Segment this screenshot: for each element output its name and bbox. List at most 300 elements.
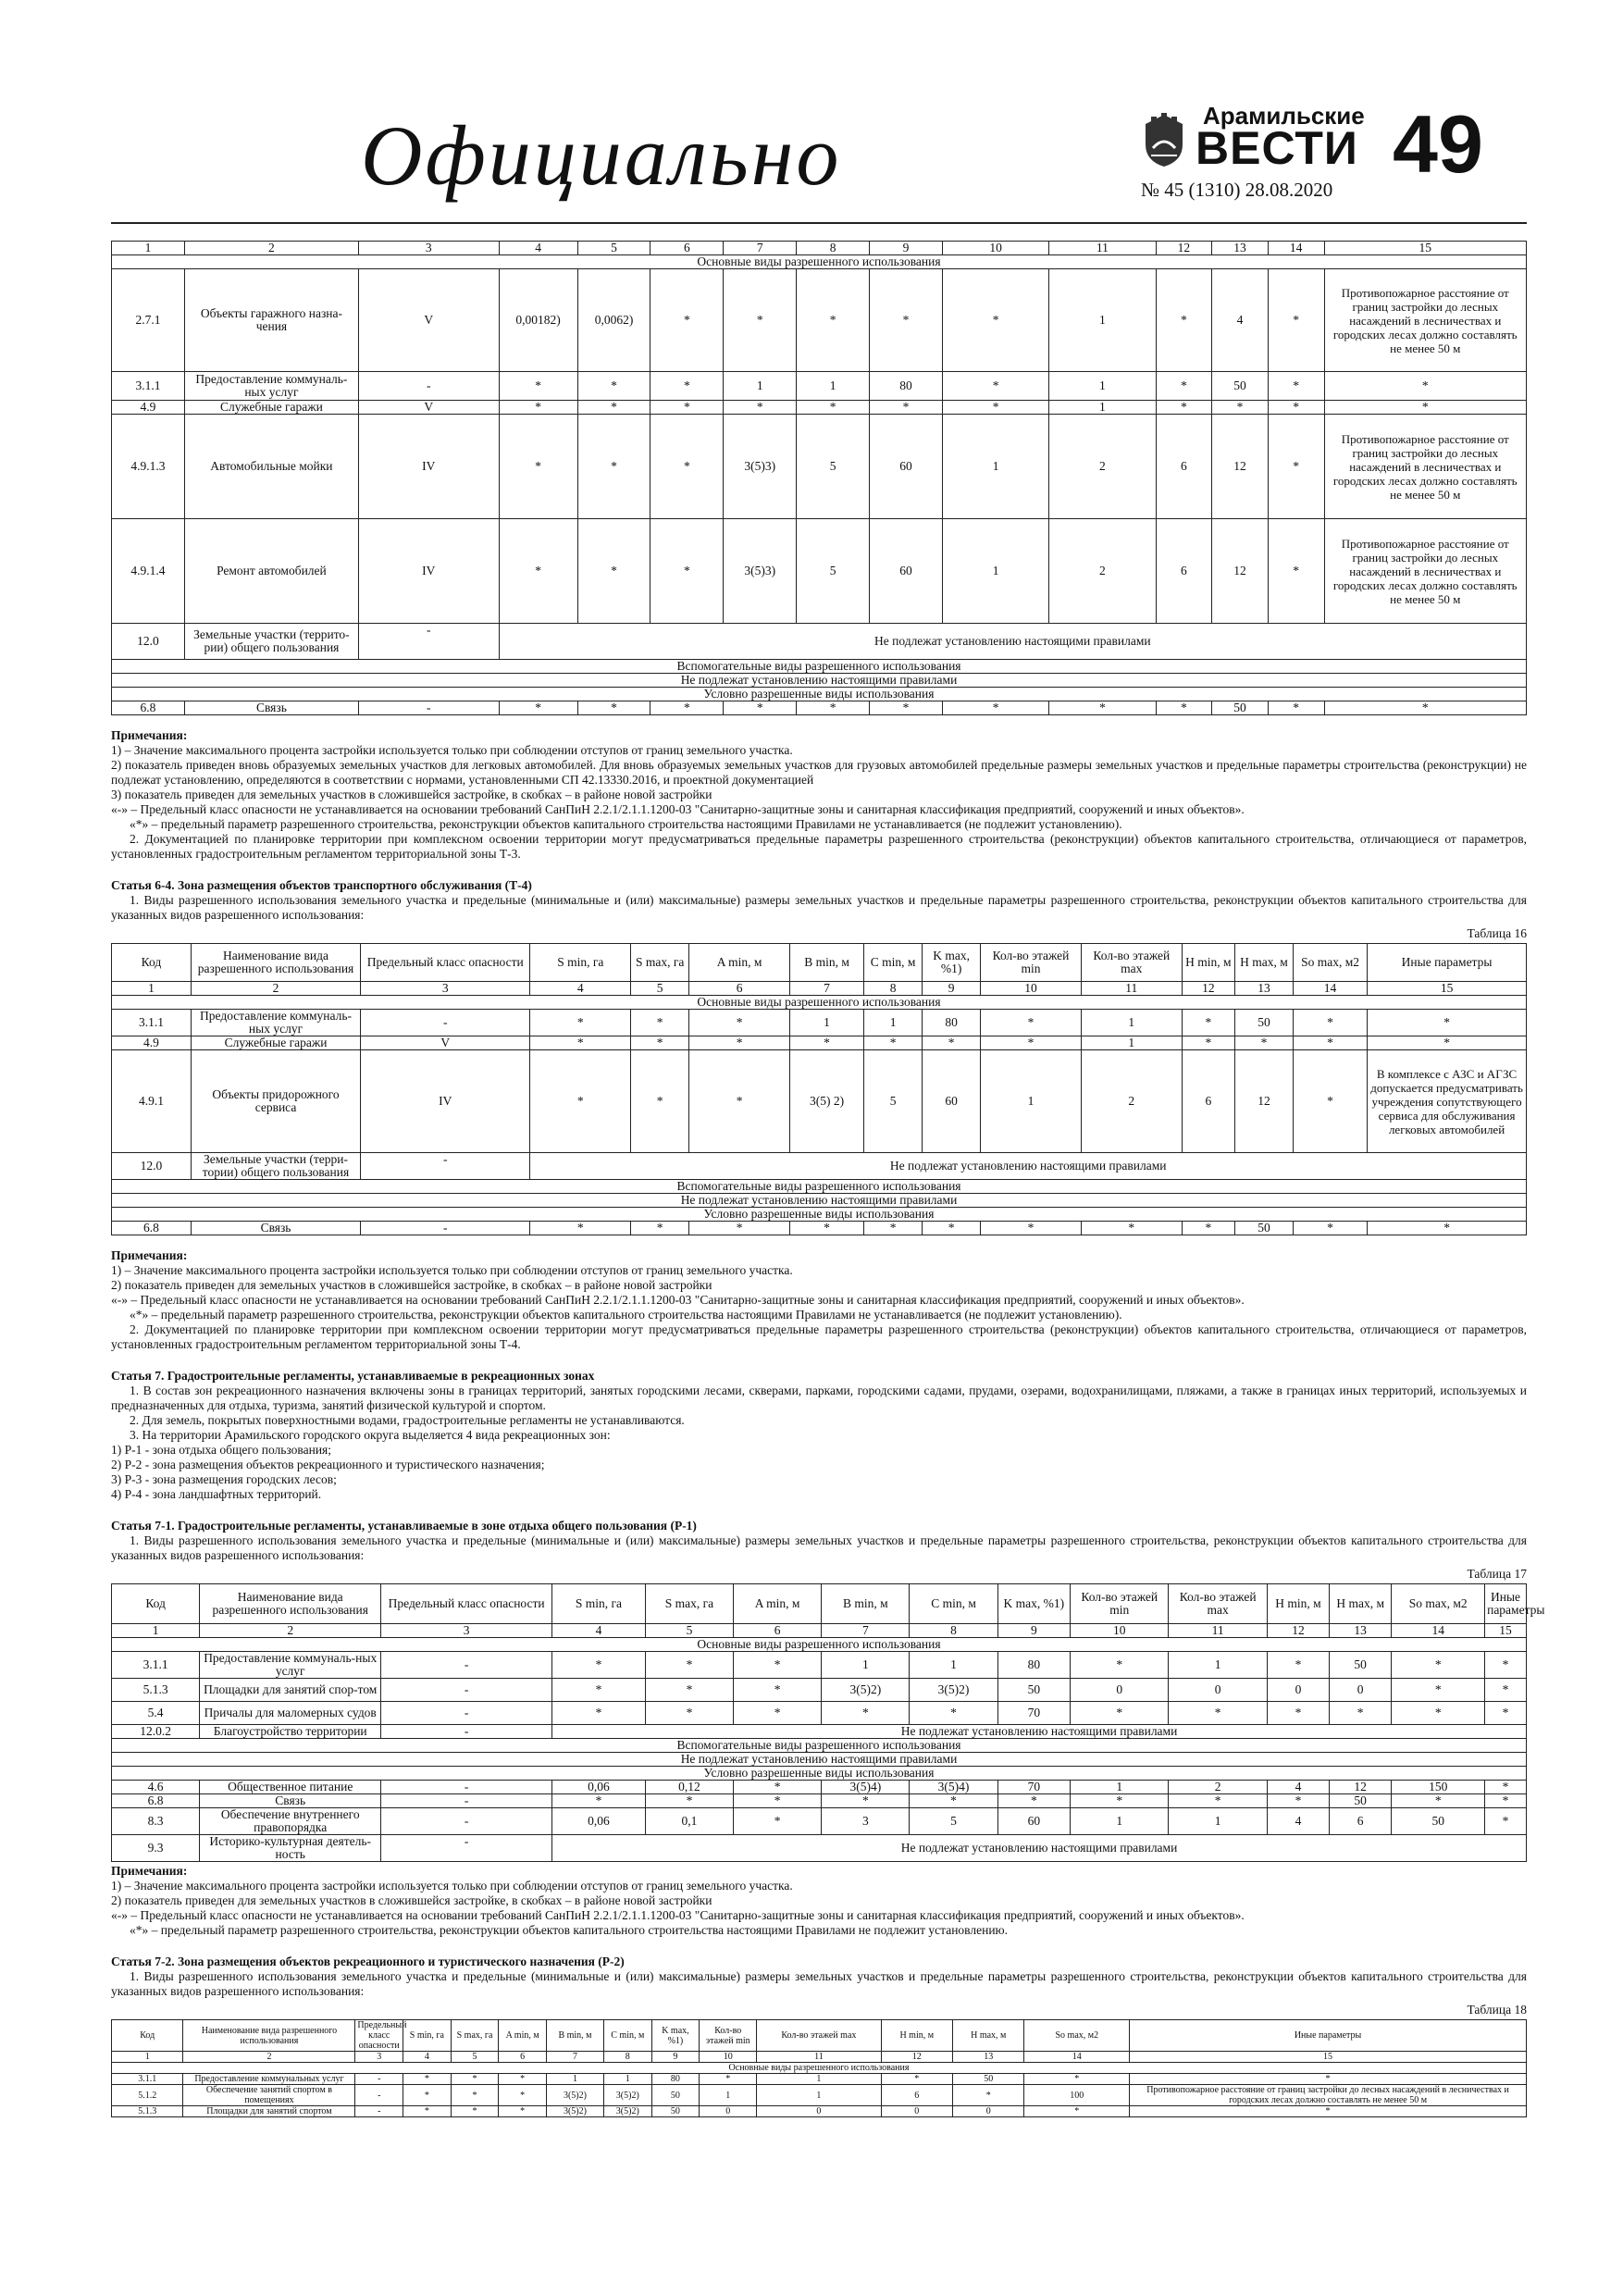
table-cell: 80 bbox=[651, 2074, 700, 2085]
section-row bbox=[112, 1739, 1527, 1753]
column-header: Наименование вида разрешенного использования bbox=[191, 944, 360, 982]
table-cell: * bbox=[631, 1222, 689, 1235]
table-cell: 1 bbox=[1071, 1781, 1169, 1794]
table-cell: * bbox=[822, 1794, 910, 1808]
column-header: 4 bbox=[499, 242, 577, 255]
notes-block-2 bbox=[111, 1248, 1527, 1352]
table-cell: 3(5)2) bbox=[822, 1679, 910, 1702]
table-cell: 0 bbox=[1071, 1679, 1169, 1702]
column-header: K max, %1) bbox=[997, 1584, 1070, 1624]
table-cell: 80 bbox=[997, 1652, 1070, 1679]
section-label: Не подлежат установлению настоящими правилами bbox=[112, 1753, 1527, 1767]
column-header: 8 bbox=[603, 2052, 651, 2063]
section-label: Не подлежат установлению настоящими правилами bbox=[112, 674, 1527, 688]
column-header: H max, м bbox=[1234, 944, 1293, 982]
article-text: 1. Виды разрешенного использования земельного участка и предельные (минимальные и (или) максимальные) размеры земельных участков и предельные параметры разрешенного строительства, реконструкции объектов капитального строительства для указанных видов разрешенного использования: bbox=[111, 893, 1527, 922]
column-header: 11 bbox=[1081, 982, 1182, 996]
table-row bbox=[112, 1794, 1527, 1808]
table-cell: Противопожарное расстояние от границ застройки до лесных насаждений в лесничествах и городских лесах должно составлять не менее 50 м bbox=[1324, 269, 1526, 372]
table-cell: Площадки для занятий спортом bbox=[183, 2106, 355, 2117]
table-cell: 1 bbox=[603, 2074, 651, 2085]
table-cell: 12 bbox=[1330, 1781, 1392, 1794]
table-cell: V bbox=[361, 1036, 530, 1050]
column-header: C min, м bbox=[910, 1584, 997, 1624]
column-header: Иные параметры bbox=[1368, 944, 1527, 982]
table-cell: - bbox=[381, 1835, 552, 1862]
table-cell: 1 bbox=[1169, 1808, 1267, 1835]
table-cell: - bbox=[358, 624, 499, 660]
table-row bbox=[112, 701, 1527, 715]
note-line: 1) – Значение максимального процента застройки используется только при соблюдении отступов от границ земельного участка. bbox=[111, 1879, 793, 1893]
table-cell: 1 bbox=[546, 2074, 603, 2085]
table-row bbox=[112, 1652, 1527, 1679]
table-cell: * bbox=[1156, 401, 1212, 415]
column-header: C min, м bbox=[864, 944, 923, 982]
table-header-row bbox=[112, 2052, 1527, 2063]
column-header: Кол-во этажей max bbox=[1081, 944, 1182, 982]
table-row bbox=[112, 1808, 1527, 1835]
table-cell: 150 bbox=[1392, 1781, 1485, 1794]
table-cell: 1 bbox=[700, 2085, 757, 2106]
table-cell: * bbox=[724, 401, 797, 415]
table-cell: * bbox=[910, 1702, 997, 1725]
table-cell: * bbox=[1268, 372, 1324, 401]
table-cell: * bbox=[734, 1679, 822, 1702]
table-cell: 1 bbox=[1071, 1808, 1169, 1835]
table-cell: * bbox=[451, 2085, 499, 2106]
note-line: «-» – Предельный класс опасности не устанавливается на основании требований СанПиН 2.2.1/2.1.1.1200-03 "Санитарно-защитные зоны и санитарная классификация предприятий, сооружений и иных объектов». bbox=[111, 1908, 1245, 1922]
column-header: Наименование вида разрешенного использования bbox=[200, 1584, 381, 1624]
note-line: 2) показатель приведен для земельных участков в сложившейся застройке, в скобках – в районе новой застройки bbox=[111, 1893, 712, 1907]
column-header: 7 bbox=[789, 982, 863, 996]
column-header: 9 bbox=[997, 1624, 1070, 1638]
table-cell: * bbox=[1368, 1010, 1527, 1036]
table-cell: 70 bbox=[997, 1702, 1070, 1725]
column-header: 6 bbox=[650, 242, 724, 255]
table-cell: * bbox=[650, 519, 724, 624]
column-header: K max, %1) bbox=[651, 2020, 700, 2052]
table-cell: 6.8 bbox=[112, 1794, 200, 1808]
table-cell: * bbox=[1267, 1652, 1329, 1679]
table-cell: 1 bbox=[822, 1652, 910, 1679]
table-cell: 3(5)3) bbox=[724, 519, 797, 624]
table-cell: Площадки для занятий спор-том bbox=[200, 1679, 381, 1702]
table-cell: V bbox=[358, 401, 499, 415]
column-header: S max, га bbox=[451, 2020, 499, 2052]
column-header: 13 bbox=[953, 2052, 1024, 2063]
table-cell: * bbox=[1071, 1702, 1169, 1725]
column-header: 10 bbox=[700, 2052, 757, 2063]
column-header: 1 bbox=[112, 2052, 183, 2063]
table-cell: 50 bbox=[1212, 372, 1269, 401]
table-cell: * bbox=[552, 1652, 646, 1679]
table-cell: 6.8 bbox=[112, 1222, 192, 1235]
table-cell: Предоставление коммуналь-ных услуг bbox=[191, 1010, 360, 1036]
column-header: 12 bbox=[1156, 242, 1212, 255]
table-18 bbox=[111, 2019, 1527, 2117]
table-cell: 0,1 bbox=[645, 1808, 733, 1835]
table-cell: Предоставление коммуналь-ных услуг bbox=[184, 372, 358, 401]
table-cell: * bbox=[1169, 1702, 1267, 1725]
column-header: Кол-во этажей max bbox=[1169, 1584, 1267, 1624]
table-caption: Таблица 16 bbox=[1467, 926, 1527, 940]
table-cell: 4.9.1.4 bbox=[112, 519, 185, 624]
column-header: Иные параметры bbox=[1130, 2020, 1527, 2052]
article-7-1 bbox=[111, 1519, 1527, 1563]
table-cell: 0,00182) bbox=[499, 269, 577, 372]
table-cell: 6 bbox=[1182, 1050, 1234, 1153]
table-cell: Земельные участки (террито-рии) общего пользования bbox=[184, 624, 358, 660]
column-header: Кол-во этажей min bbox=[1071, 1584, 1169, 1624]
column-header: 14 bbox=[1392, 1624, 1485, 1638]
table-cell: - bbox=[361, 1010, 530, 1036]
table-cell: Противопожарное расстояние от границ застройки до лесных насаждений в лесничествах и городских лесах должно составлять не менее 50 м bbox=[1324, 415, 1526, 519]
table-cell: * bbox=[797, 401, 870, 415]
table-cell: * bbox=[1268, 415, 1324, 519]
table-cell: * bbox=[822, 1702, 910, 1725]
column-header: B min, м bbox=[789, 944, 863, 982]
table-cell: 4.9 bbox=[112, 401, 185, 415]
section-label: Вспомогательные виды разрешенного использования bbox=[112, 660, 1527, 674]
article-text: 4) Р-4 - зона ландшафтных территорий. bbox=[111, 1487, 322, 1501]
table-17 bbox=[111, 1583, 1545, 1862]
table-cell: * bbox=[631, 1010, 689, 1036]
table-cell: * bbox=[881, 2074, 952, 2085]
column-header: 8 bbox=[864, 982, 923, 996]
column-header: 13 bbox=[1330, 1624, 1392, 1638]
table-row bbox=[112, 1679, 1527, 1702]
table-cell: * bbox=[1392, 1794, 1485, 1808]
table-cell: 12.0 bbox=[112, 624, 185, 660]
table-cell: * bbox=[530, 1222, 631, 1235]
table-cell: 0 bbox=[1169, 1679, 1267, 1702]
column-header: C min, м bbox=[603, 2020, 651, 2052]
table-row bbox=[112, 519, 1527, 624]
table-row bbox=[112, 372, 1527, 401]
table-cell: Связь bbox=[191, 1222, 360, 1235]
table-cell: 4 bbox=[1267, 1781, 1329, 1794]
table-cell: * bbox=[650, 415, 724, 519]
table-cell: 3(5)2) bbox=[546, 2106, 603, 2117]
column-header: Предельный класс опасности bbox=[355, 2020, 403, 2052]
table-cell: * bbox=[650, 401, 724, 415]
table-cell: - bbox=[381, 1808, 552, 1835]
column-header: 15 bbox=[1368, 982, 1527, 996]
column-header: Кол-во этажей min bbox=[981, 944, 1082, 982]
column-header: S max, га bbox=[631, 944, 689, 982]
table-header-row bbox=[112, 2020, 1527, 2052]
column-header: 3 bbox=[358, 242, 499, 255]
table-cell: - bbox=[361, 1153, 530, 1180]
table-cell: * bbox=[1156, 701, 1212, 715]
table-cell: IV bbox=[361, 1050, 530, 1153]
table-cell: 5.1.2 bbox=[112, 2085, 183, 2106]
table-cell: 60 bbox=[997, 1808, 1070, 1835]
city-crest-icon bbox=[1138, 111, 1190, 168]
table-cell: * bbox=[499, 2074, 547, 2085]
table-cell: Объекты придорожного сервиса bbox=[191, 1050, 360, 1153]
table-cell: 12.0.2 bbox=[112, 1725, 200, 1739]
table-cell: * bbox=[1368, 1036, 1527, 1050]
column-header: 3 bbox=[355, 2052, 403, 2063]
section-row bbox=[112, 1767, 1527, 1781]
table-cell: 12 bbox=[1212, 415, 1269, 519]
article-text: 1. Виды разрешенного использования земельного участка и предельные (минимальные и (или) максимальные) размеры земельных участков и предельные параметры разрешенного строительства, реконструкции объектов капитального строительства для указанных видов разрешенного использования: bbox=[111, 1533, 1527, 1562]
table-cell: * bbox=[789, 1036, 863, 1050]
article-text: 3. На территории Арамильского городского округа выделяется 4 вида рекреационных зон: bbox=[130, 1428, 611, 1442]
table-cell: * bbox=[870, 269, 943, 372]
article-text: 1) Р-1 - зона отдыха общего пользования; bbox=[111, 1443, 332, 1457]
column-header: Кол-во этажей max bbox=[757, 2020, 881, 2052]
column-header: 2 bbox=[200, 1624, 381, 1638]
table-cell: * bbox=[1268, 269, 1324, 372]
table-cell: Не подлежат установлению настоящими правилами bbox=[552, 1725, 1527, 1739]
article-heading: Статья 7-2. Зона размещения объектов рекреационного и туристического назначения (Р-2) bbox=[111, 1955, 625, 1968]
table-cell: Общественное питание bbox=[200, 1781, 381, 1794]
table-cell: * bbox=[1081, 1222, 1182, 1235]
column-header: 1 bbox=[112, 1624, 200, 1638]
table-row bbox=[112, 2106, 1527, 2117]
column-header: 5 bbox=[631, 982, 689, 996]
notes-heading: Примечания: bbox=[111, 1248, 188, 1262]
table-row bbox=[112, 1050, 1527, 1153]
table-cell: 5 bbox=[864, 1050, 923, 1153]
table-cell: Обеспечение внутреннего правопорядка bbox=[200, 1808, 381, 1835]
column-header: 5 bbox=[451, 2052, 499, 2063]
table-t3-continuation bbox=[111, 241, 1527, 715]
table-cell: * bbox=[1368, 1222, 1527, 1235]
table-cell: 1 bbox=[981, 1050, 1082, 1153]
column-header: A min, м bbox=[499, 2020, 547, 2052]
newspaper-page bbox=[111, 88, 1545, 2117]
table-cell: 50 bbox=[1330, 1652, 1392, 1679]
section-label: Основные виды разрешенного использования bbox=[112, 996, 1527, 1010]
section-label: Основные виды разрешенного использования bbox=[112, 1638, 1527, 1652]
table-cell: 8.3 bbox=[112, 1808, 200, 1835]
table-cell: * bbox=[700, 2074, 757, 2085]
column-header: 10 bbox=[1071, 1624, 1169, 1638]
table-cell: 1 bbox=[864, 1010, 923, 1036]
table-cell: 50 bbox=[997, 1679, 1070, 1702]
article-heading: Статья 7-1. Градостроительные регламенты, устанавливаемые в зоне отдыха общего пользования (Р-1) bbox=[111, 1519, 697, 1533]
section-title: Официально bbox=[361, 108, 842, 203]
notes-block-1 bbox=[111, 728, 1527, 862]
table-cell: Связь bbox=[184, 701, 358, 715]
table-cell: 5 bbox=[797, 415, 870, 519]
table-cell: * bbox=[650, 372, 724, 401]
table-cell: Земельные участки (терри-тории) общего пользования bbox=[191, 1153, 360, 1180]
table-cell: * bbox=[645, 1702, 733, 1725]
table-cell: 0 bbox=[1267, 1679, 1329, 1702]
table-cell: * bbox=[499, 372, 577, 401]
table-cell: * bbox=[981, 1222, 1082, 1235]
section-label: Основные виды разрешенного использования bbox=[112, 2063, 1527, 2074]
column-header: 3 bbox=[381, 1624, 552, 1638]
table-cell: * bbox=[1156, 269, 1212, 372]
table-cell: 4.9 bbox=[112, 1036, 192, 1050]
column-header: H min, м bbox=[1182, 944, 1234, 982]
table-cell: 3(5) 2) bbox=[789, 1050, 863, 1153]
table-cell: 50 bbox=[953, 2074, 1024, 2085]
table-cell: * bbox=[942, 269, 1048, 372]
table-cell: * bbox=[689, 1036, 790, 1050]
column-header: Предельный класс опасности bbox=[381, 1584, 552, 1624]
table-cell: 3.1.1 bbox=[112, 372, 185, 401]
table-row bbox=[112, 2085, 1527, 2106]
table-cell: * bbox=[650, 701, 724, 715]
column-header: 8 bbox=[910, 1624, 997, 1638]
page-number: 49 bbox=[1393, 98, 1483, 190]
table-cell: * bbox=[1485, 1702, 1527, 1725]
column-header: 7 bbox=[822, 1624, 910, 1638]
note-line: 1) – Значение максимального процента застройки используется только при соблюдении отступов от границ земельного участка. bbox=[111, 743, 793, 757]
table-cell: - bbox=[381, 1781, 552, 1794]
table-cell: - bbox=[358, 372, 499, 401]
table-cell: * bbox=[1324, 701, 1526, 715]
table-cell: * bbox=[1293, 1010, 1367, 1036]
note-line: 2) показатель приведен вновь образуемых земельных участков для легковых автомобилей. Для вновь образуемых земельных участков для грузовых автомобилей предельные размеры земельных участков и предельные параметры строительства (реконструкции) не подлежат установлению, определяются в соответствии с нормами, установленными СП 42.13330.2016, и проектной документацией bbox=[111, 758, 1527, 787]
table-cell: * bbox=[1071, 1652, 1169, 1679]
table-cell: * bbox=[577, 372, 650, 401]
table-cell: 5.1.3 bbox=[112, 2106, 183, 2117]
table-caption: Таблица 18 bbox=[1467, 2003, 1527, 2017]
table-row bbox=[112, 624, 1527, 660]
column-header: S min, га bbox=[403, 2020, 452, 2052]
table-cell: - bbox=[358, 701, 499, 715]
table-cell: 2 bbox=[1049, 519, 1156, 624]
table-cell: * bbox=[403, 2085, 452, 2106]
table-cell: * bbox=[552, 1679, 646, 1702]
table-cell: * bbox=[1293, 1036, 1367, 1050]
section-row bbox=[112, 1194, 1527, 1208]
table-cell: 0 bbox=[1330, 1679, 1392, 1702]
column-header: Код bbox=[112, 1584, 200, 1624]
table-cell: * bbox=[451, 2106, 499, 2117]
section-label: Вспомогательные виды разрешенного использования bbox=[112, 1180, 1527, 1194]
table-cell: 4 bbox=[1212, 269, 1269, 372]
note-line: «-» – Предельный класс опасности не устанавливается на основании требований СанПиН 2.2.1/2.1.1.1200-03 "Санитарно-защитные зоны и санитарная классификация предприятий, сооружений и иных объектов». bbox=[111, 802, 1245, 816]
table-cell: * bbox=[1130, 2074, 1527, 2085]
table-cell: * bbox=[1071, 1794, 1169, 1808]
table-cell: 3(5)4) bbox=[910, 1781, 997, 1794]
column-header: 15 bbox=[1324, 242, 1526, 255]
table-cell: * bbox=[981, 1010, 1082, 1036]
table-cell: * bbox=[797, 701, 870, 715]
table-cell: * bbox=[910, 1794, 997, 1808]
table-cell: 5 bbox=[910, 1808, 997, 1835]
table-cell: 3(5)4) bbox=[822, 1781, 910, 1794]
table-cell: Связь bbox=[200, 1794, 381, 1808]
column-header: 12 bbox=[1182, 982, 1234, 996]
article-7 bbox=[111, 1369, 1527, 1502]
table-cell: 1 bbox=[1081, 1036, 1182, 1050]
column-header: 6 bbox=[734, 1624, 822, 1638]
table-row bbox=[112, 1835, 1527, 1862]
table-cell: * bbox=[530, 1036, 631, 1050]
column-header: Код bbox=[112, 2020, 183, 2052]
column-header: 7 bbox=[724, 242, 797, 255]
column-header: 9 bbox=[870, 242, 943, 255]
column-header: 4 bbox=[552, 1624, 646, 1638]
table-cell: 50 bbox=[651, 2106, 700, 2117]
column-header: S min, га bbox=[552, 1584, 646, 1624]
table-cell: * bbox=[577, 519, 650, 624]
section-label: Основные виды разрешенного использования bbox=[112, 255, 1527, 269]
table-cell: * bbox=[789, 1222, 863, 1235]
table-cell: 3(5)2) bbox=[603, 2106, 651, 2117]
logo-subtitle: Арамильские bbox=[1203, 102, 1365, 130]
table-cell: * bbox=[734, 1652, 822, 1679]
column-header: 2 bbox=[191, 982, 360, 996]
table-cell: Служебные гаражи bbox=[184, 401, 358, 415]
note-line: 2) показатель приведен для земельных участков в сложившейся застройке, в скобках – в районе новой застройки bbox=[111, 1278, 712, 1292]
column-header: A min, м bbox=[689, 944, 790, 982]
table-cell: 1 bbox=[1049, 372, 1156, 401]
column-header: 11 bbox=[757, 2052, 881, 2063]
table-cell: - bbox=[355, 2106, 403, 2117]
table-cell: 50 bbox=[1212, 701, 1269, 715]
table-row bbox=[112, 401, 1527, 415]
table-cell: Благоустройство территории bbox=[200, 1725, 381, 1739]
table-cell: * bbox=[577, 415, 650, 519]
column-header: 1 bbox=[112, 242, 185, 255]
table-cell: - bbox=[355, 2074, 403, 2085]
table-cell: * bbox=[499, 415, 577, 519]
note-line: 2. Документацией по планировке территории при комплексном освоении территории могут предусматриваться предельные параметры разрешенного строительства (реконструкции) объектов капитального строительства, отличающиеся от параметров, установленных градостроительным регламентом территориальной зоны Т-4. bbox=[111, 1322, 1527, 1351]
table-cell: Не подлежат установлению настоящими правилами bbox=[530, 1153, 1527, 1180]
table-cell: IV bbox=[358, 415, 499, 519]
table-cell: * bbox=[577, 401, 650, 415]
table-cell: - bbox=[381, 1794, 552, 1808]
table-cell: - bbox=[381, 1679, 552, 1702]
table-cell: 3.1.1 bbox=[112, 2074, 183, 2085]
table-cell: - bbox=[381, 1652, 552, 1679]
table-cell: 3.1.1 bbox=[112, 1652, 200, 1679]
table-cell: Предоставление коммунальных услуг bbox=[183, 2074, 355, 2085]
note-line: «-» – Предельный класс опасности не устанавливается на основании требований СанПиН 2.2.1/2.1.1.1200-03 "Санитарно-защитные зоны и санитарная классификация предприятий, сооружений и иных объектов». bbox=[111, 1293, 1245, 1307]
column-header: 6 bbox=[499, 2052, 547, 2063]
table-cell: 50 bbox=[1234, 1222, 1293, 1235]
table-cell: * bbox=[1392, 1702, 1485, 1725]
notes-heading: Примечания: bbox=[111, 728, 188, 742]
table-cell: 1 bbox=[942, 519, 1048, 624]
table-cell: 5.4 bbox=[112, 1702, 200, 1725]
table-header-row bbox=[112, 982, 1527, 996]
article-heading: Статья 6-4. Зона размещения объектов транспортного обслуживания (Т-4) bbox=[111, 878, 532, 892]
table-cell: 1 bbox=[1169, 1652, 1267, 1679]
column-header: B min, м bbox=[822, 1584, 910, 1624]
table-cell: 1 bbox=[724, 372, 797, 401]
table-cell: 3(5)2) bbox=[910, 1679, 997, 1702]
column-header: 11 bbox=[1049, 242, 1156, 255]
table-row bbox=[112, 2074, 1527, 2085]
table-cell: Не подлежат установлению настоящими правилами bbox=[552, 1835, 1527, 1862]
table-cell: * bbox=[1324, 372, 1526, 401]
table-cell: * bbox=[981, 1036, 1082, 1050]
table-cell: 50 bbox=[651, 2085, 700, 2106]
table-row bbox=[112, 415, 1527, 519]
column-header: 7 bbox=[546, 2052, 603, 2063]
table-cell: * bbox=[631, 1050, 689, 1153]
table-cell: 1 bbox=[1049, 269, 1156, 372]
table-16 bbox=[111, 943, 1527, 1235]
table-cell: 6.8 bbox=[112, 701, 185, 715]
table-cell: - bbox=[355, 2085, 403, 2106]
column-header: So max, м2 bbox=[1293, 944, 1367, 982]
table-cell: * bbox=[953, 2085, 1024, 2106]
table-cell: * bbox=[734, 1808, 822, 1835]
table-row bbox=[112, 1725, 1527, 1739]
